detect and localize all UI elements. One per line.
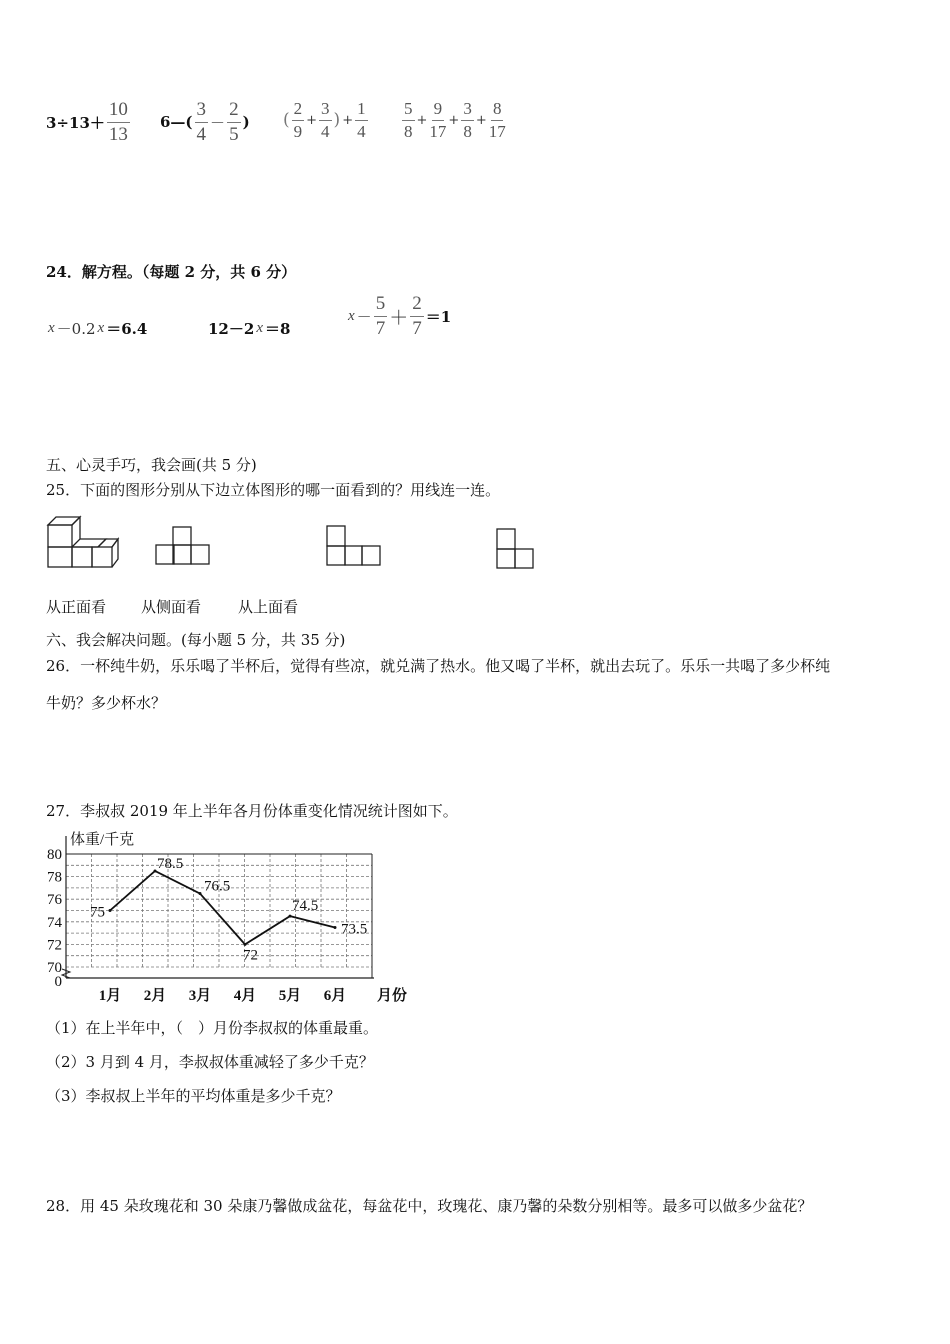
view-label-side: 从侧面看 bbox=[141, 598, 202, 616]
fraction: $\frac{3}{4}$ bbox=[321, 99, 330, 141]
axis-break bbox=[62, 969, 70, 978]
calc-expr-2: 6—( $\frac{3}{4}$ － $\frac{2}{5}$ ) bbox=[160, 99, 250, 145]
y-tick-label: 72 bbox=[47, 937, 62, 954]
data-point bbox=[109, 909, 112, 912]
cube-side bbox=[72, 517, 80, 547]
cube-face bbox=[92, 547, 112, 567]
q24-equation-3: x － $\frac{5}{7}$ ＋ $\frac{2}{7}$ ＝1 bbox=[348, 293, 452, 339]
data-label: 78.5 bbox=[157, 855, 184, 872]
q25-title: 25．下面的图形分别从下边立体图形的哪一面看到的？用线连一连。 bbox=[46, 481, 501, 499]
data-label: 74.5 bbox=[292, 898, 319, 915]
cube-face bbox=[48, 525, 72, 547]
view-shape-1 bbox=[155, 525, 211, 567]
y-tick-label: 74 bbox=[47, 914, 62, 931]
x-tick-label: 3月 bbox=[188, 988, 212, 1004]
q24-equation-2: 12－2 x ＝8 bbox=[208, 320, 291, 338]
q27-sub-3: （3）李叔叔上半年的平均体重是多少千克？ bbox=[46, 1087, 341, 1105]
cube-face bbox=[72, 547, 92, 567]
y-tick-label: 70 bbox=[47, 960, 62, 976]
section-5-title: 五、心灵手巧，我会画(共 5 分) bbox=[46, 456, 257, 474]
fraction: $\frac{2}{9}$ bbox=[293, 99, 303, 141]
data-label: 72 bbox=[243, 947, 258, 964]
x-tick-label: 6月 bbox=[323, 988, 347, 1004]
fraction: $\frac{8}{17}$ bbox=[488, 99, 506, 141]
fraction: $\frac{3}{4}$ bbox=[196, 99, 207, 145]
calc-expr-3: ( $\frac{2}{9}$ + $\frac{3}{4}$ ) + $\frac{1}{4}$ bbox=[283, 99, 366, 141]
fraction: $\frac{5}{7}$ bbox=[375, 293, 386, 339]
fraction: $\frac{2}{5}$ bbox=[229, 99, 239, 145]
x-tick-label: 2月 bbox=[143, 988, 167, 1004]
cube-side bbox=[112, 539, 118, 567]
data-point bbox=[334, 926, 337, 929]
calc-expr-1: 3÷13＋ $\frac{10}{13}$ bbox=[46, 99, 128, 145]
q27-sub-1: （1）在上半年中，（ ）月份李叔叔的体重最重。 bbox=[46, 1019, 379, 1037]
q27-title: 27．李叔叔 2019 年上半年各月份体重变化情况统计图如下。 bbox=[46, 802, 458, 820]
cube-top bbox=[72, 539, 106, 547]
weight-line-chart bbox=[40, 826, 410, 1006]
data-label: 76.5 bbox=[204, 878, 231, 895]
view-shape-3 bbox=[495, 527, 537, 571]
x-tick-label: 4月 bbox=[233, 988, 257, 1004]
q24-title: 24．解方程。（每题 2 分，共 6 分） bbox=[46, 263, 297, 281]
q26-line-1: 26．一杯纯牛奶，乐乐喝了半杯后，觉得有些凉，就兑满了热水。他又喝了半杯，就出去玩了。乐乐一共喝了多少杯纯 bbox=[46, 657, 831, 675]
q26-line-2: 牛奶？多少杯水？ bbox=[46, 694, 167, 712]
solid-cubes-figure bbox=[46, 515, 120, 570]
data-point bbox=[289, 915, 292, 918]
view-shape-2 bbox=[325, 524, 383, 568]
x-tick-label: 1月 bbox=[98, 988, 122, 1004]
q28-text: 28．用 45 朵玫瑰花和 30 朵康乃馨做成盆花，每盆花中，玫瑰花、康乃馨的朵数分别相等。最多可以做多少盆花？ bbox=[46, 1197, 813, 1215]
fraction: $\frac{1}{4}$ bbox=[357, 99, 366, 141]
y-tick-label: 78 bbox=[47, 869, 62, 886]
fraction: $\frac{3}{8}$ bbox=[463, 99, 472, 141]
q27-sub-2: （2）3 月到 4 月，李叔叔体重减轻了多少千克？ bbox=[46, 1053, 374, 1071]
cube-face bbox=[48, 547, 72, 567]
fraction: $\frac{2}{7}$ bbox=[412, 293, 422, 339]
y-tick-label: 76 bbox=[47, 892, 62, 909]
data-point bbox=[199, 892, 202, 895]
y-tick-label: 80 bbox=[47, 847, 62, 863]
q24-equation-1: x －0.2 x ＝6.4 bbox=[48, 320, 148, 338]
y-axis-label: 体重/千克 bbox=[70, 832, 135, 848]
calc-expr-4: $\frac{5}{8}$ + $\frac{9}{17}$ + $\frac{3}{8}$ + $\frac{8}{17}$ bbox=[404, 99, 506, 141]
data-label: 75 bbox=[90, 904, 105, 921]
data-point bbox=[244, 943, 247, 946]
fraction: $\frac{5}{8}$ bbox=[404, 99, 413, 141]
y-tick-label-zero: 0 bbox=[54, 974, 62, 990]
view-label-top: 从上面看 bbox=[238, 598, 299, 616]
x-axis-label: 月份 bbox=[376, 988, 408, 1004]
section-6-title: 六、我会解决问题。(每小题 5 分，共 35 分) bbox=[46, 631, 346, 649]
x-tick-label: 5月 bbox=[278, 988, 302, 1004]
view-label-front: 从正面看 bbox=[46, 598, 107, 616]
data-label: 73.5 bbox=[341, 921, 368, 938]
fraction: $\frac{9}{17}$ bbox=[429, 99, 447, 141]
fraction: $\frac{10}{13}$ bbox=[108, 99, 128, 145]
